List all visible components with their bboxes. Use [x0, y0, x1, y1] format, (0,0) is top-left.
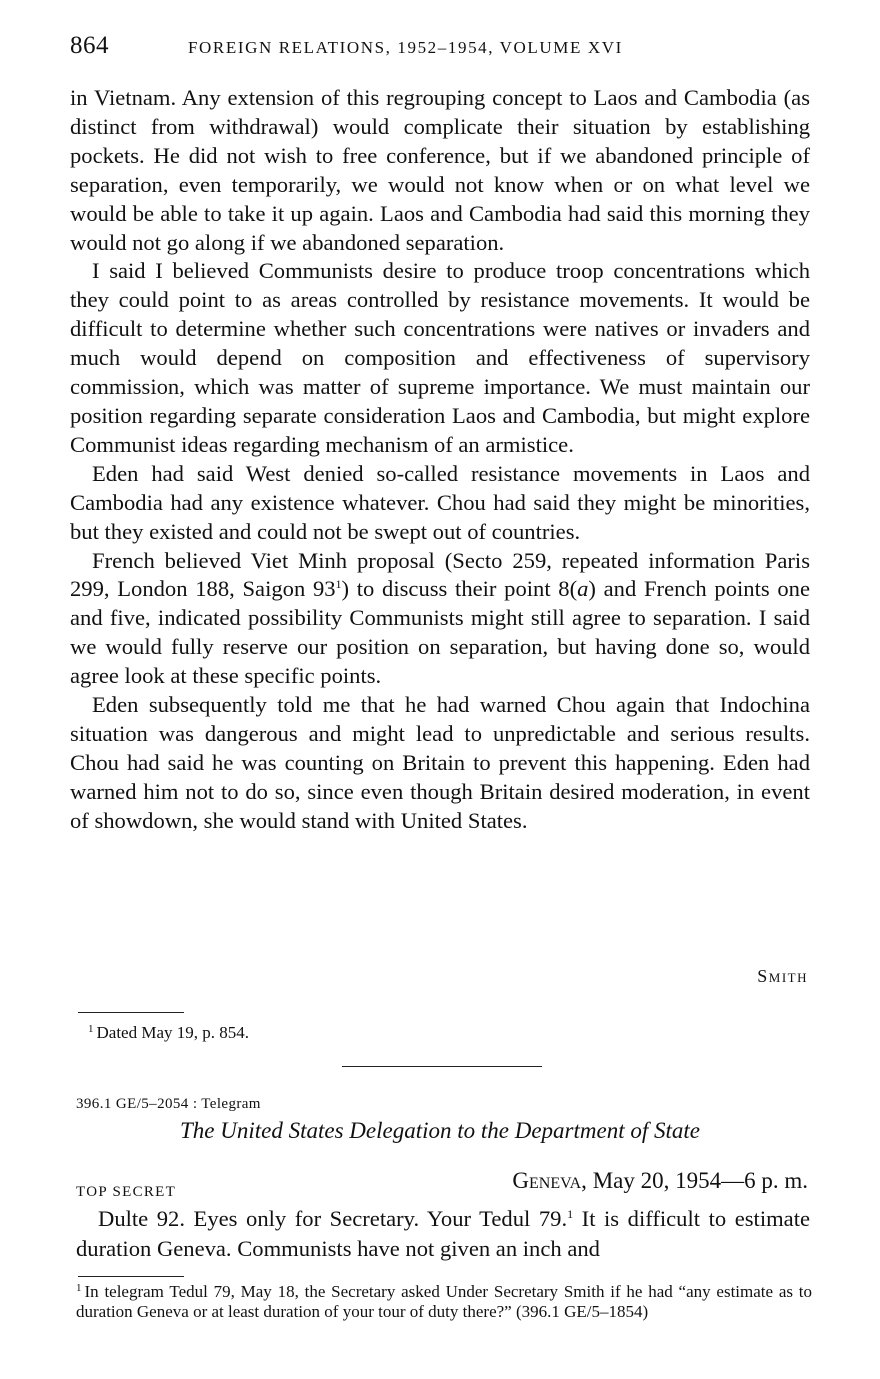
footnote-divider-2 [78, 1276, 184, 1277]
footnote-text: Dated May 19, p. 854. [96, 1023, 250, 1042]
paragraph-4-text-b: ) to discuss their point 8( [341, 576, 578, 602]
document-title: The United States Delegation to the Department of State [180, 1118, 700, 1143]
place: Geneva, [512, 1168, 587, 1193]
date: May 20, 1954—6 p. m. [592, 1168, 808, 1193]
footnote-2-mark: 1 [76, 1282, 82, 1294]
footnote [88, 1018, 788, 1044]
paragraph-4 [70, 547, 810, 692]
second-document-body [76, 1204, 810, 1264]
footnote-reference: 1 [335, 577, 342, 592]
telegram-paragraph [76, 1204, 810, 1264]
footnote-2-text: In telegram Tedul 79, May 18, the Secretary asked Under Secretary Smith if he had “any estimate as to duration Geneva or at least duration of your tour of duty there?” (396.1 GE/5–1854) [76, 1282, 812, 1321]
classification-label: TOP SECRET [76, 1184, 177, 1200]
footnote-mark: 1 [88, 1023, 94, 1035]
paragraph-4-text-a: French believed Viet Minh proposal (Secto 259, repeated information Paris 299, London 188, Saigon 93 [70, 547, 810, 602]
first-document-body [70, 84, 810, 836]
file-reference: 396.1 GE/5–2054 : Telegram [76, 1096, 261, 1112]
page-number: 864 [70, 32, 109, 59]
paragraph-2: I said I believed Communists desire to produce troop concentrations which they could point to as areas controlled by resistance movements. It would be difficult to determine whether such concentrations were natives or invaders and much would depend on composition and effectiveness of supervisory commission, which was matter of supreme importance. We must maintain our position regarding separate consideration Laos and Cambodia, but might explore Communist ideas regarding mechanism of an armistice. [70, 258, 810, 457]
footnote-2 [76, 1278, 812, 1322]
running-title: FOREIGN RELATIONS, 1952–1954, VOLUME XVI [188, 38, 623, 57]
paragraph-1: in Vietnam. Any extension of this regrouping concept to Laos and Cambodia (as distinct from withdrawal) would complicate their situation by establishing pockets. He did not wish to free conference, but if we abandoned principle of separation, even temporarily, we would not know when or on what level we would be able to take it up again. Laos and Cambodia had said this morning they would not go along if we abandoned separation. [70, 85, 810, 255]
paragraph-4-text-c: ) and French points one and five, indicated possibility Communists might still agree to separation. I said we would fully reserve our position on separation, but having done so, would agree look at these specific points. [70, 576, 810, 689]
running-head [70, 32, 810, 66]
paragraph-5: Eden subsequently told me that he had warned Chou again that Indochina situation was dangerous and might lead to unpredictable and serious results. Chou had said he was counting on Britain to prevent this happening. Eden had warned him not to do so, since even though Britain desired moderation, in event of showdown, she would stand with United States. [70, 692, 810, 833]
footnote-reference-2: 1 [567, 1207, 574, 1221]
telegram-text-b: It is difficult to estimate duration Geneva. Communists have not given an inch and [76, 1206, 810, 1261]
paragraph-4-italic: a [577, 576, 589, 602]
signature: Smith [757, 966, 808, 986]
telegram-text-a: Dulte 92. Eyes only for Secretary. Your Tedul 79. [98, 1206, 568, 1231]
place-date-line [512, 1168, 808, 1194]
document-separator [342, 1066, 542, 1067]
paragraph-3: Eden had said West denied so-called resistance movements in Laos and Cambodia had any existence whatever. Chou had said they might be minorities, but they existed and could not be swept out of countries. [70, 460, 810, 544]
footnote-divider [78, 1012, 184, 1013]
